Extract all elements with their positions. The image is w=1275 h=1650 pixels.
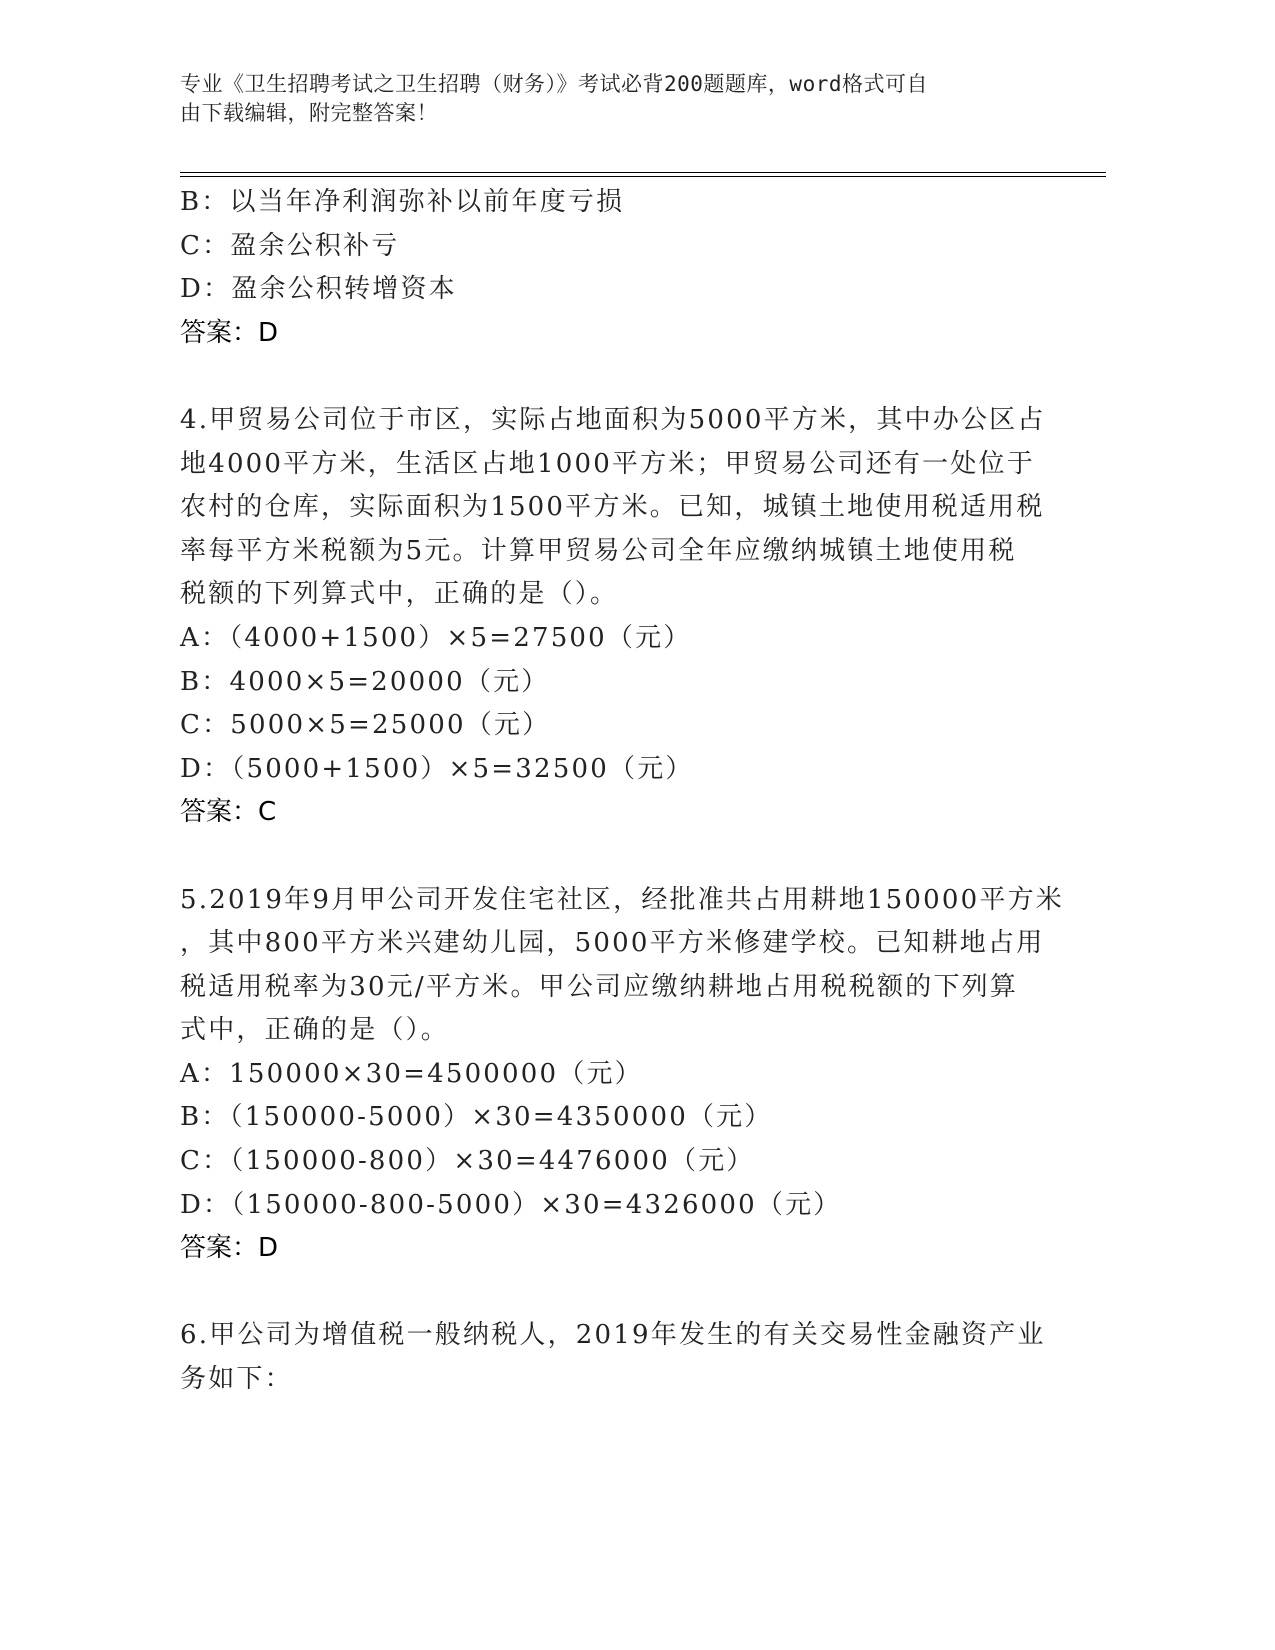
- question-stem-line: 税额的下列算式中，正确的是（）。: [180, 579, 619, 610]
- question-5: [180, 879, 1064, 1271]
- question-4: [180, 399, 1050, 835]
- spacer: [180, 1271, 1050, 1315]
- option-c: C：盈余公积补亏: [180, 230, 400, 261]
- question-stem-line: ，其中800平方米兴建幼儿园，5000平方米修建学校。已知耕地占用: [180, 928, 1045, 959]
- option-b: B：以当年净利润弥补以前年度亏损: [180, 187, 625, 217]
- option-c: C：5000×5=25000（元）: [180, 710, 551, 741]
- question-stem-line: 务如下：: [180, 1364, 293, 1395]
- header-title-line-2: 由下载编辑，附完整答案！: [180, 101, 438, 125]
- option-b: B：（150000-5000）×30=4350000（元）: [180, 1102, 773, 1133]
- question-stem-line: 地4000平方米，生活区占地1000平方米；甲贸易公司还有一处位于: [180, 448, 1035, 479]
- document-body: [180, 181, 1064, 1402]
- answer: 答案：C: [180, 797, 277, 828]
- document-header: [180, 70, 1040, 128]
- question-stem-line: 式中，正确的是（）。: [180, 1015, 450, 1046]
- option-a: A：（4000+1500）×5=27500（元）: [180, 622, 692, 653]
- option-d: D：（5000+1500）×5=32500（元）: [180, 753, 694, 784]
- header-rule-bottom: [180, 176, 1106, 177]
- question-stem-line: 率每平方米税额为5元。计算甲贸易公司全年应缴纳城镇土地使用税: [180, 535, 1017, 566]
- answer: 答案：D: [180, 317, 279, 348]
- question-stem-line: 税适用税率为30元/平方米。甲公司应缴纳耕地占用税税额的下列算: [180, 971, 1019, 1002]
- option-a: A：150000×30=4500000（元）: [180, 1058, 643, 1089]
- question-stem-line: 5.2019年9月甲公司开发住宅社区，经批准共占用耕地150000平方米: [180, 884, 1064, 915]
- spacer: [180, 835, 1050, 879]
- answer: 答案：D: [180, 1233, 279, 1264]
- question-stem-line: 6.甲公司为增值税一般纳税人，2019年发生的有关交易性金融资产业: [180, 1320, 1046, 1351]
- option-d: D：（150000-800-5000）×30=4326000（元）: [180, 1189, 842, 1220]
- question-stem-line: 农村的仓库，实际面积为1500平方米。已知，城镇土地使用税适用税: [180, 492, 1045, 523]
- option-d: D：盈余公积转增资本: [180, 274, 457, 305]
- header-title-line-1: 专业《卫生招聘考试之卫生招聘（财务）》考试必背200题题库，word格式可自: [180, 72, 928, 96]
- option-c: C：（150000-800）×30=4476000（元）: [180, 1146, 755, 1177]
- spacer: [180, 355, 1050, 399]
- question-stem-line: 4.甲贸易公司位于市区，实际占地面积为5000平方米，其中办公区占: [180, 404, 1046, 435]
- header-rule-top: [180, 172, 1106, 173]
- option-b: B：4000×5=20000（元）: [180, 666, 550, 697]
- question-6: [180, 1314, 1050, 1401]
- question-3-fragment: [180, 181, 1050, 355]
